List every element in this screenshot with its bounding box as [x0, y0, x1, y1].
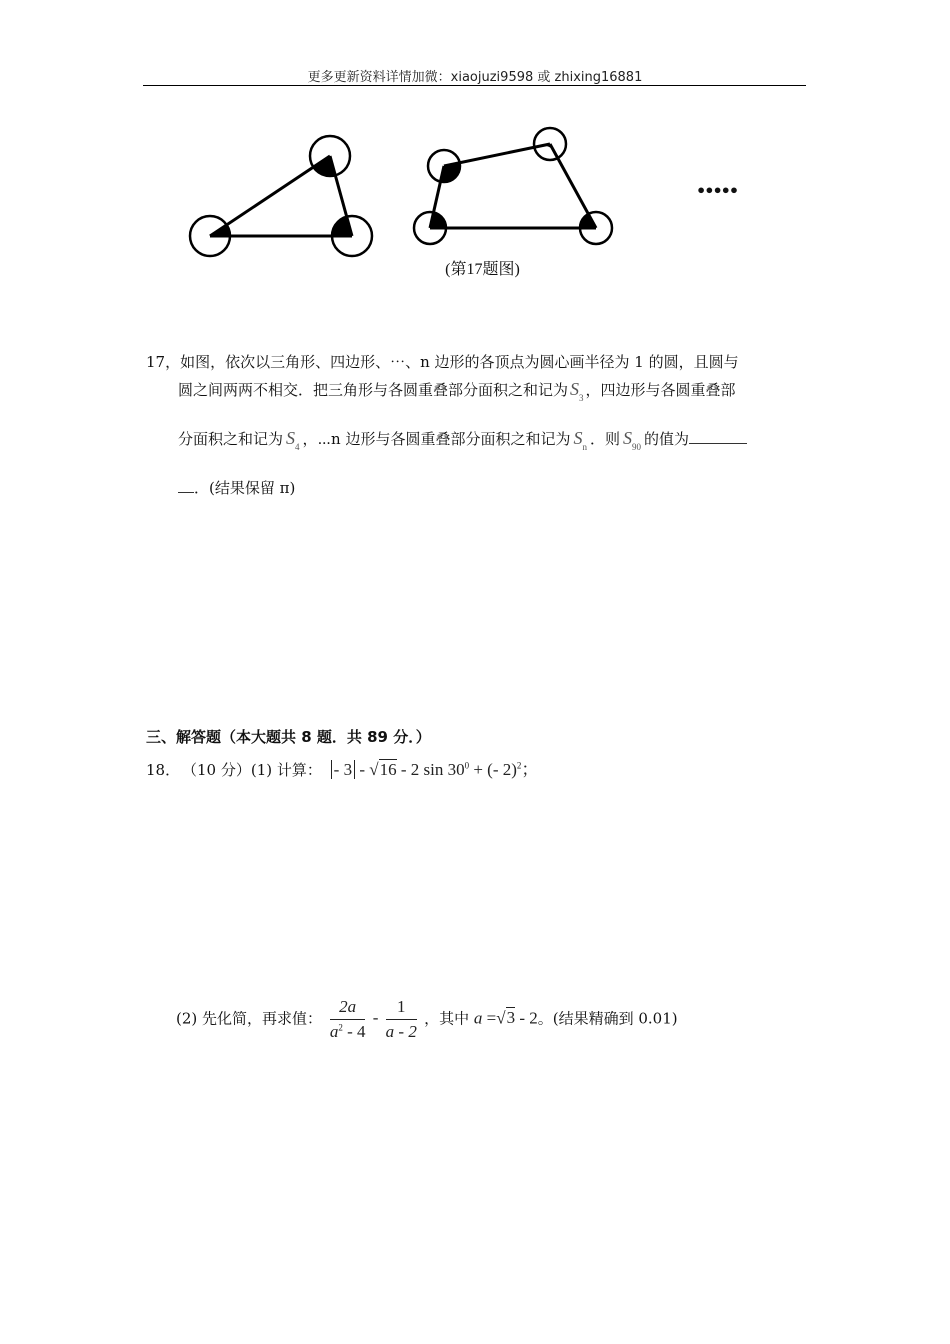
header-rule	[143, 85, 806, 86]
figure-caption: (第17题图)	[445, 261, 520, 278]
q17-line3: 分面积之和记为 $S_4$ ，⋯n 边形与各圆重叠部分面积之和记为 $S_n$ ．则 $S_{90}$ 的值为	[178, 428, 747, 452]
q17-line2: 圆之间两两不相交．把三角形与各圆重叠部分面积之和记为 $S_3$ ，四边形与各圆重叠部	[178, 379, 736, 403]
q18-part1: 18． （10 分）(1) 计算： - 3 - √16 - 2 $\sin 30^0$ + (- 2)$^2$；	[146, 760, 539, 779]
fraction-2: $\frac{1}{a - 2}$	[385, 997, 417, 1041]
ellipsis-dots: •••••	[696, 181, 738, 200]
q18-part2: (2) 先化简，再求值： $\frac{2a}{a^2 - 4}$ - $\frac{1}{a - 2}$ ，其中 a =√3 - 2。(结果精确到 0.01)	[176, 997, 678, 1041]
overlap-sector	[210, 225, 230, 236]
fraction-1: $\frac{2a}{a^2 - 4}$	[329, 997, 366, 1041]
overlap-sector	[441, 163, 461, 182]
triangle-figure	[190, 136, 372, 256]
figure-17	[180, 120, 780, 265]
section-title: 三、解答题（本大题共 8 题．共 89 分．）	[146, 728, 431, 746]
quadrilateral-figure	[414, 128, 612, 244]
q17-line1: 17，如图，依次以三角形、四边形、⋯、n 边形的各顶点为圆心画半径为 1 的圆，且圆与	[146, 353, 739, 371]
page-header: 更多更新资料详情加微：xiaojuzi9598 或 zhixing16881	[307, 70, 643, 85]
q17-line4: ．(结果保留 π)	[178, 477, 295, 498]
